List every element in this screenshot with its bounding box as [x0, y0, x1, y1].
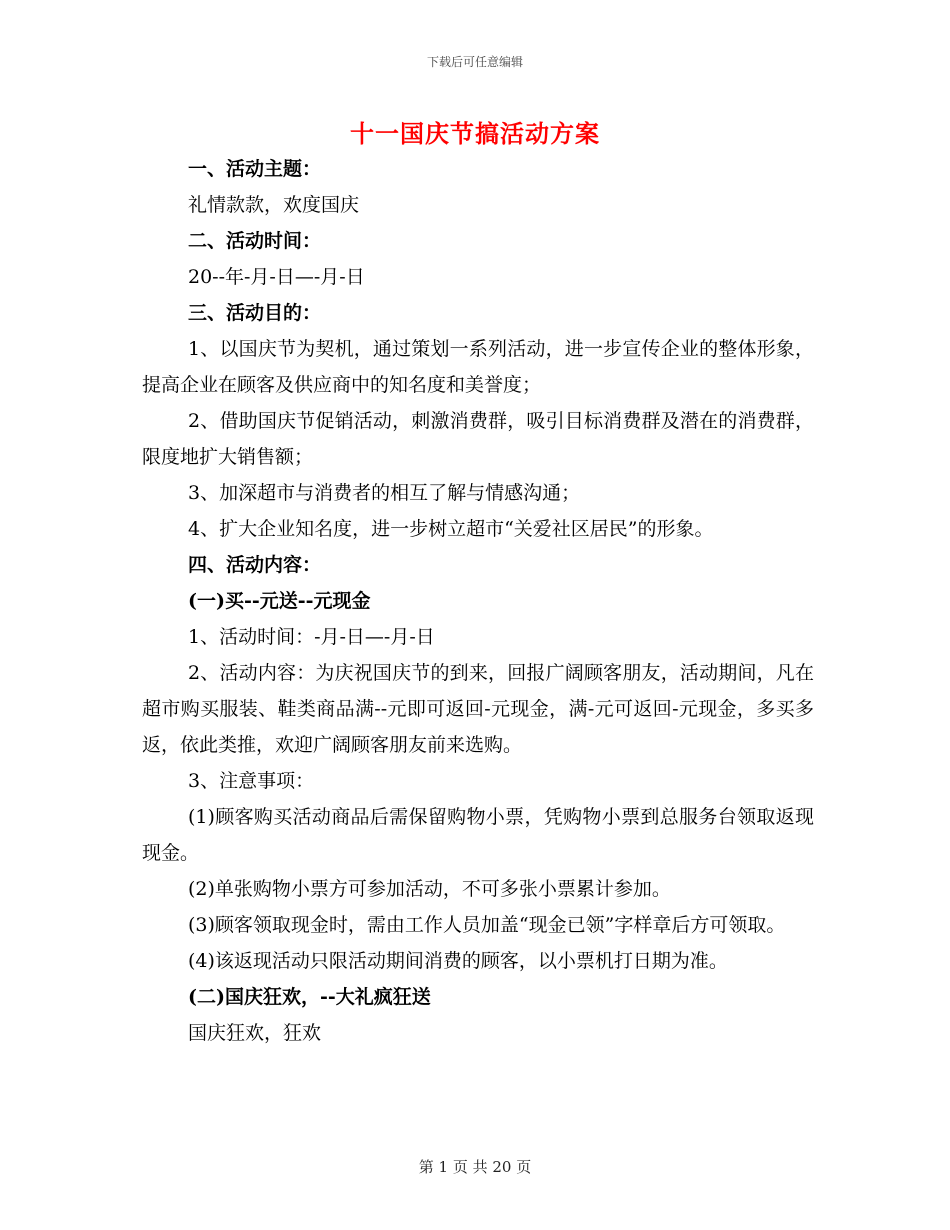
carnival-text: 国庆狂欢，狂欢: [188, 1022, 322, 1044]
section-heading-purpose: 三、活动目的：: [188, 302, 322, 324]
section-heading-theme: 一、活动主题：: [188, 158, 322, 180]
cashback-content: 2、活动内容：为庆祝国庆节的到来，回报广阔顾客朋友，活动期间，凡在超市购买服装、鞋类商品满--元即可返回-元现金，满-元可返回-元现金，多买多返，依此类推，欢迎广阔顾客朋友前来选购。: [142, 662, 814, 756]
theme-text: 礼情款款，欢度国庆: [188, 194, 360, 216]
note-item-2: (2)单张购物小票方可参加活动，不可多张小票累计参加。: [188, 878, 671, 900]
note-item-4: (4)该返现活动只限活动期间消费的顾客，以小票机打日期为准。: [188, 950, 728, 972]
document-body: [142, 151, 814, 1051]
purpose-paragraph-3: 3、加深超市与消费者的相互了解与情感沟通；: [188, 482, 581, 504]
purpose-paragraph-4: 4、扩大企业知名度，进一步树立超市“关爱社区居民”的形象。: [188, 518, 714, 540]
purpose-paragraph-2: 2、借助国庆节促销活动，刺激消费群，吸引目标消费群及潜在的消费群，限度地扩大销售额；: [142, 410, 814, 468]
document-title: 十一国庆节搞活动方案: [350, 119, 600, 148]
page-footer: 第 1 页 共 20 页: [418, 1158, 532, 1176]
note-item-3: (3)顾客领取现金时，需由工作人员加盖“现金已领”字样章后方可领取。: [188, 914, 786, 936]
subsection-heading-cashback: (一)买--元送--元现金: [188, 590, 371, 612]
cashback-notes-heading: 3、注意事项：: [188, 770, 315, 792]
note-item-1: (1)顾客购买活动商品后需保留购物小票，凭购物小票到总服务台领取返现现金。: [142, 806, 814, 864]
header-note: 下载后可任意编辑: [426, 55, 523, 69]
cashback-time: 1、活动时间：-月-日—-月-日: [188, 626, 435, 648]
purpose-paragraph-1: 1、以国庆节为契机，通过策划一系列活动，进一步宣传企业的整体形象，提高企业在顾客及供应商中的知名度和美誉度；: [142, 338, 814, 396]
section-heading-time: 二、活动时间：: [188, 230, 322, 252]
time-text: 20--年-月-日—-月-日: [188, 266, 365, 288]
subsection-heading-carnival: (二)国庆狂欢，--大礼疯狂送: [188, 986, 431, 1008]
section-heading-content: 四、活动内容：: [188, 554, 322, 576]
